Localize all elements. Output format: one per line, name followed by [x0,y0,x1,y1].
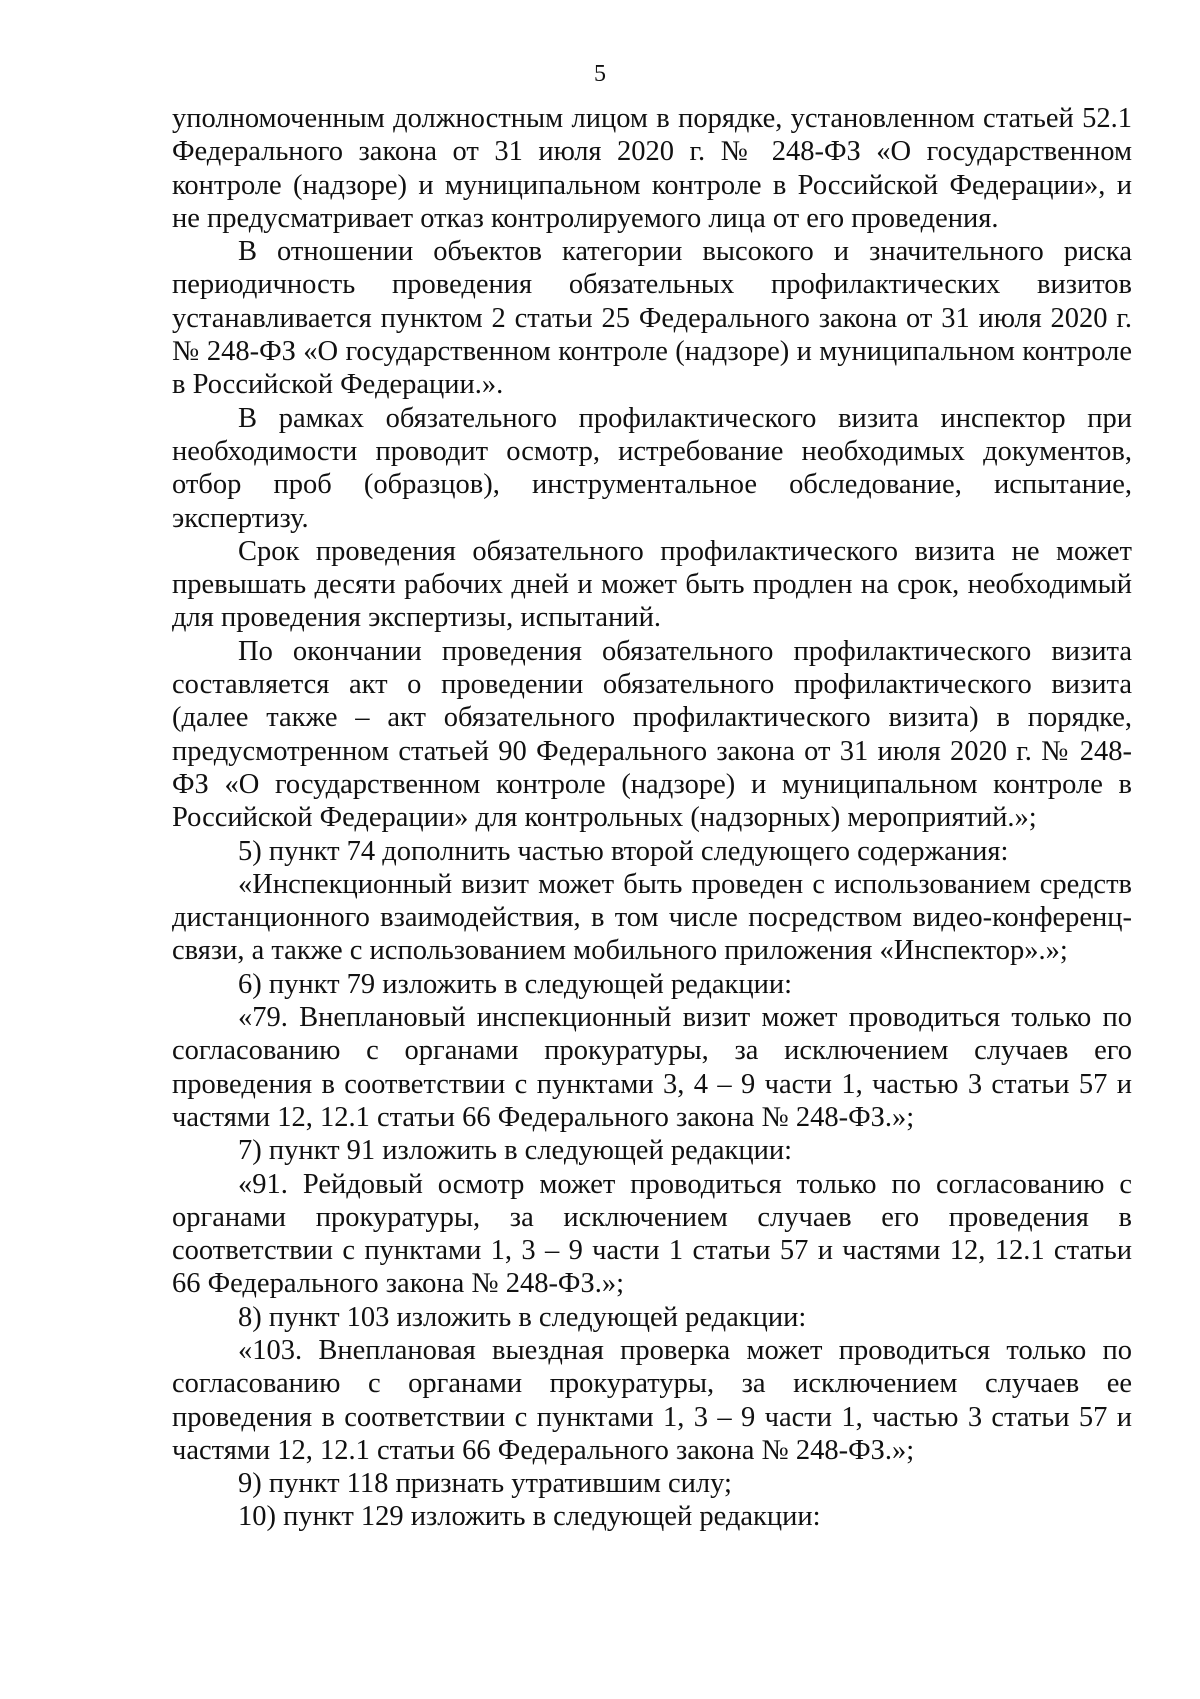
paragraph: 9) пункт 118 признать утратившим силу; [238,1468,732,1500]
paragraph: «Инспекционный визит может быть проведен с использованием средств дистанционного взаимодействия, в том числе посредством видео-конференц-связи, а также с использованием мобильного приложения «Инспектор».»; [172,868,1132,967]
paragraph: уполномоченным должностным лицом в порядке, установленном статьей 52.1 Федерального закона от 31 июля 2020 г. № 248-ФЗ «О государственном контроле (надзоре) и муниципальном контроле в Российской Федерации», и не предусматривает отказ контролируемого лица от его проведения. [172,103,1132,234]
paragraph: В отношении объектов категории высокого и значительного риска периодичность проведения обязательных профилактических визитов устанавливается пунктом 2 статьи 25 Федерального закона от 31 июля 2020 г. № 248-ФЗ «О государственном контроле (надзоре) и муниципальном контроле в Российской Федерации.». [172,236,1132,401]
paragraph: «79. Внеплановый инспекционный визит может проводиться только по согласованию с органами прокуратуры, за исключением случаев его проведения в соответствии с пунктами 3, 4 – 9 части 1, частью 3 статьи 57 и частями 12, 12.1 статьи 66 Федерального закона № 248-ФЗ.»; [172,1002,1132,1133]
paragraph: 5) пункт 74 дополнить частью второй следующего содержания: [238,835,1009,867]
paragraph: 6) пункт 79 изложить в следующей редакции: [238,968,793,1000]
paragraph: «91. Рейдовый осмотр может проводиться только по согласованию с органами прокуратуры, за исключением случаев его проведения в соответствии с пунктами 1, 3 – 9 части 1 статьи 57 и частями 12, 12.1 статьи 66 Федерального закона № 248-ФЗ.»; [172,1168,1132,1300]
paragraph: В рамках обязательного профилактического визита инспектор при необходимости проводит осмотр, истребование необходимых документов, отбор проб (образцов), инструментальное обследование, испытание, экспертизу. [172,402,1132,534]
paragraph: 8) пункт 103 изложить в следующей редакции: [238,1301,807,1333]
paragraph: Срок проведения обязательного профилактического визита не может превышать десяти рабочих дней и может быть продлен на срок, необходимый для проведения экспертизы, испытаний. [172,535,1132,634]
paragraph: 7) пункт 91 изложить в следующей редакции: [238,1135,793,1167]
document-body [172,102,1132,1534]
paragraph: 10) пункт 129 изложить в следующей редакции: [238,1501,821,1533]
paragraph: По окончании проведения обязательного профилактического визита составляется акт о проведении обязательного профилактического визита (далее также – акт обязательного профилактического визита) в порядке, предусмотренном статьей 90 Федерального закона от 31 июля 2020 г. № 248-ФЗ «О государственном контроле (надзоре) и муниципальном контроле в Российской Федерации» для контрольных (надзорных) мероприятий.»; [172,635,1132,834]
paragraph: «103. Внеплановая выездная проверка может проводиться только по согласованию с органами прокуратуры, за исключением случаев ее проведения в соответствии с пунктами 1, 3 – 9 части 1, частью 3 статьи 57 и частями 12, 12.1 статьи 66 Федерального закона № 248-ФЗ.»; [172,1334,1132,1466]
page-number: 5 [594,61,606,87]
